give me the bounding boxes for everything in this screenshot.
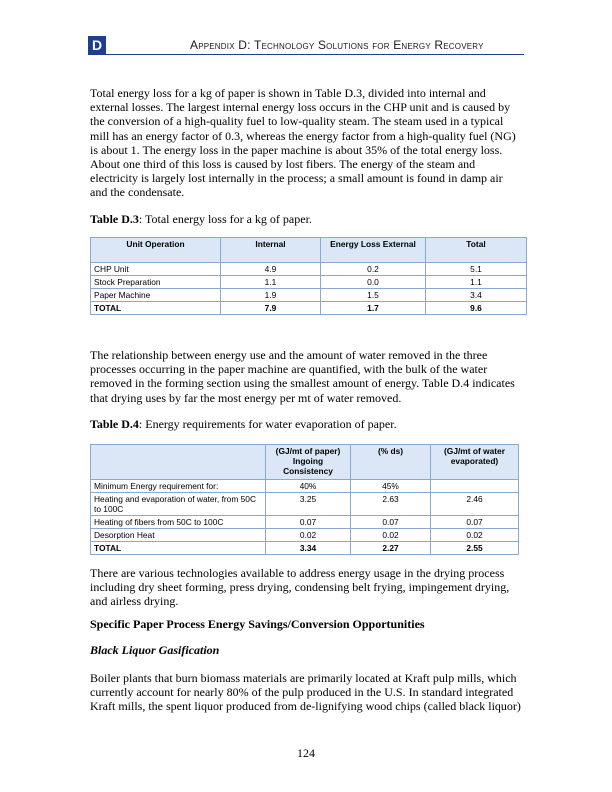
table-d3-caption-text: : Total energy loss for a kg of paper. [138, 212, 312, 226]
table-d4-caption-text: : Energy requirements for water evaporation of paper. [138, 417, 397, 431]
table-cell: 0.0 [321, 276, 426, 289]
table-cell: 7.9 [221, 302, 321, 315]
table-cell: 0.07 [431, 516, 519, 529]
header-rule [88, 54, 524, 55]
table-d3-header-total: Total [426, 238, 527, 263]
table-d4-header-blank [91, 445, 266, 480]
table-cell: 3.25 [266, 493, 351, 516]
table-cell: 0.2 [321, 263, 426, 276]
table-cell: 45% [351, 480, 431, 493]
paragraph-black-liquor: Boiler plants that burn biomass materials are primarily located at Kraft pulp mills, which currently account for nearly 80% of the pulp produced in the U.S. In standard integrated Kraft mills, the spent liquor produced from de-lignifying wood chips (called black liquor) [90, 671, 521, 714]
subsection-heading: Black Liquor Gasification [90, 643, 220, 657]
table-cell: CHP Unit [91, 263, 221, 276]
table-cell: 1.7 [321, 302, 426, 315]
table-cell: 40% [266, 480, 351, 493]
table-row [91, 480, 519, 493]
table-d3-label: Table D.3 [90, 212, 139, 226]
table-cell: 0.07 [351, 516, 431, 529]
table-cell: Paper Machine [91, 289, 221, 302]
table-d4-header-water: (GJ/mt of water evaporated) [431, 445, 519, 480]
table-cell: 0.07 [266, 516, 351, 529]
table-cell: Heating and evaporation of water, from 50C to 100C [91, 493, 266, 516]
table-cell: 2.27 [351, 542, 431, 555]
table-d3-header-internal: Internal [221, 238, 321, 263]
section-heading: Specific Paper Process Energy Savings/Conversion Opportunities [90, 617, 425, 631]
page-number: 124 [297, 746, 315, 760]
table-d4-header-row [91, 445, 519, 480]
table-cell: 1.1 [221, 276, 321, 289]
table-cell: 3.4 [426, 289, 527, 302]
table-cell: TOTAL [91, 542, 266, 555]
appendix-badge: D [88, 36, 106, 54]
table-cell: Desorption Heat [91, 529, 266, 542]
table-cell: 3.34 [266, 542, 351, 555]
table-row [91, 289, 527, 302]
table-d4-label: Table D.4 [90, 417, 139, 431]
table-cell: Heating of fibers from 50C to 100C [91, 516, 266, 529]
table-d3-caption [90, 212, 312, 226]
table-total-row [91, 542, 519, 555]
paragraph-drying-technologies: There are various technologies available to address energy usage in the drying process including dry sheet forming, press drying, condensing belt frying, impingement drying, and airless drying. [90, 566, 510, 609]
table-cell: Minimum Energy requirement for: [91, 480, 266, 493]
paragraph-water-removal: The relationship between energy use and the amount of water removed in the three processes occurring in the paper machine are quantified, with the bulk of the water removed in the forming section using the smallest amount of energy. Table D.4 indicates that drying uses by far the most energy per mt of water removed. [90, 348, 515, 405]
table-cell: 4.9 [221, 263, 321, 276]
table-d3-header-external: Energy Loss External [321, 238, 426, 263]
table-d3 [90, 237, 527, 315]
table-row [91, 516, 519, 529]
table-d4-header-ds: (% ds) [351, 445, 431, 480]
table-cell: 0.02 [431, 529, 519, 542]
table-cell: 9.6 [426, 302, 527, 315]
table-cell: 0.02 [351, 529, 431, 542]
table-total-row [91, 302, 527, 315]
table-d3-header-row [91, 238, 527, 263]
table-d3-header-unit: Unit Operation [91, 238, 221, 263]
table-cell: 2.46 [431, 493, 519, 516]
table-row [91, 276, 527, 289]
table-row [91, 493, 519, 516]
table-cell: 1.1 [426, 276, 527, 289]
table-cell: 1.5 [321, 289, 426, 302]
table-cell: 0.02 [266, 529, 351, 542]
table-d4-caption [90, 417, 397, 431]
table-row [91, 263, 527, 276]
table-d4 [90, 444, 519, 555]
table-cell: 1.9 [221, 289, 321, 302]
table-row [91, 529, 519, 542]
table-cell: Stock Preparation [91, 276, 221, 289]
running-header: Appendix D: Technology Solutions for Energy Recovery [190, 38, 484, 52]
table-cell: 2.55 [431, 542, 519, 555]
table-cell: TOTAL [91, 302, 221, 315]
table-cell: 5.1 [426, 263, 527, 276]
table-d4-header-consistency: (GJ/mt of paper) Ingoing Consistency [266, 445, 351, 480]
paragraph-energy-loss: Total energy loss for a kg of paper is shown in Table D.3, divided into internal and external losses. The largest internal energy loss occurs in the CHP unit and is caused by the conversion of a high-quality fuel to low-quality steam. The steam used in a typical mill has an energy factor of 0.3, whereas the energy factor from a high-quality fuel (NG) is about 1. The energy loss in the paper machine is about 35% of the total energy loss. About one third of this loss is caused by lost fibers. The energy of the steam and electricity is largely lost internally in the process; a small amount is found in damp air and the condensate. [90, 86, 516, 200]
table-cell: 2.63 [351, 493, 431, 516]
table-cell [431, 480, 519, 493]
